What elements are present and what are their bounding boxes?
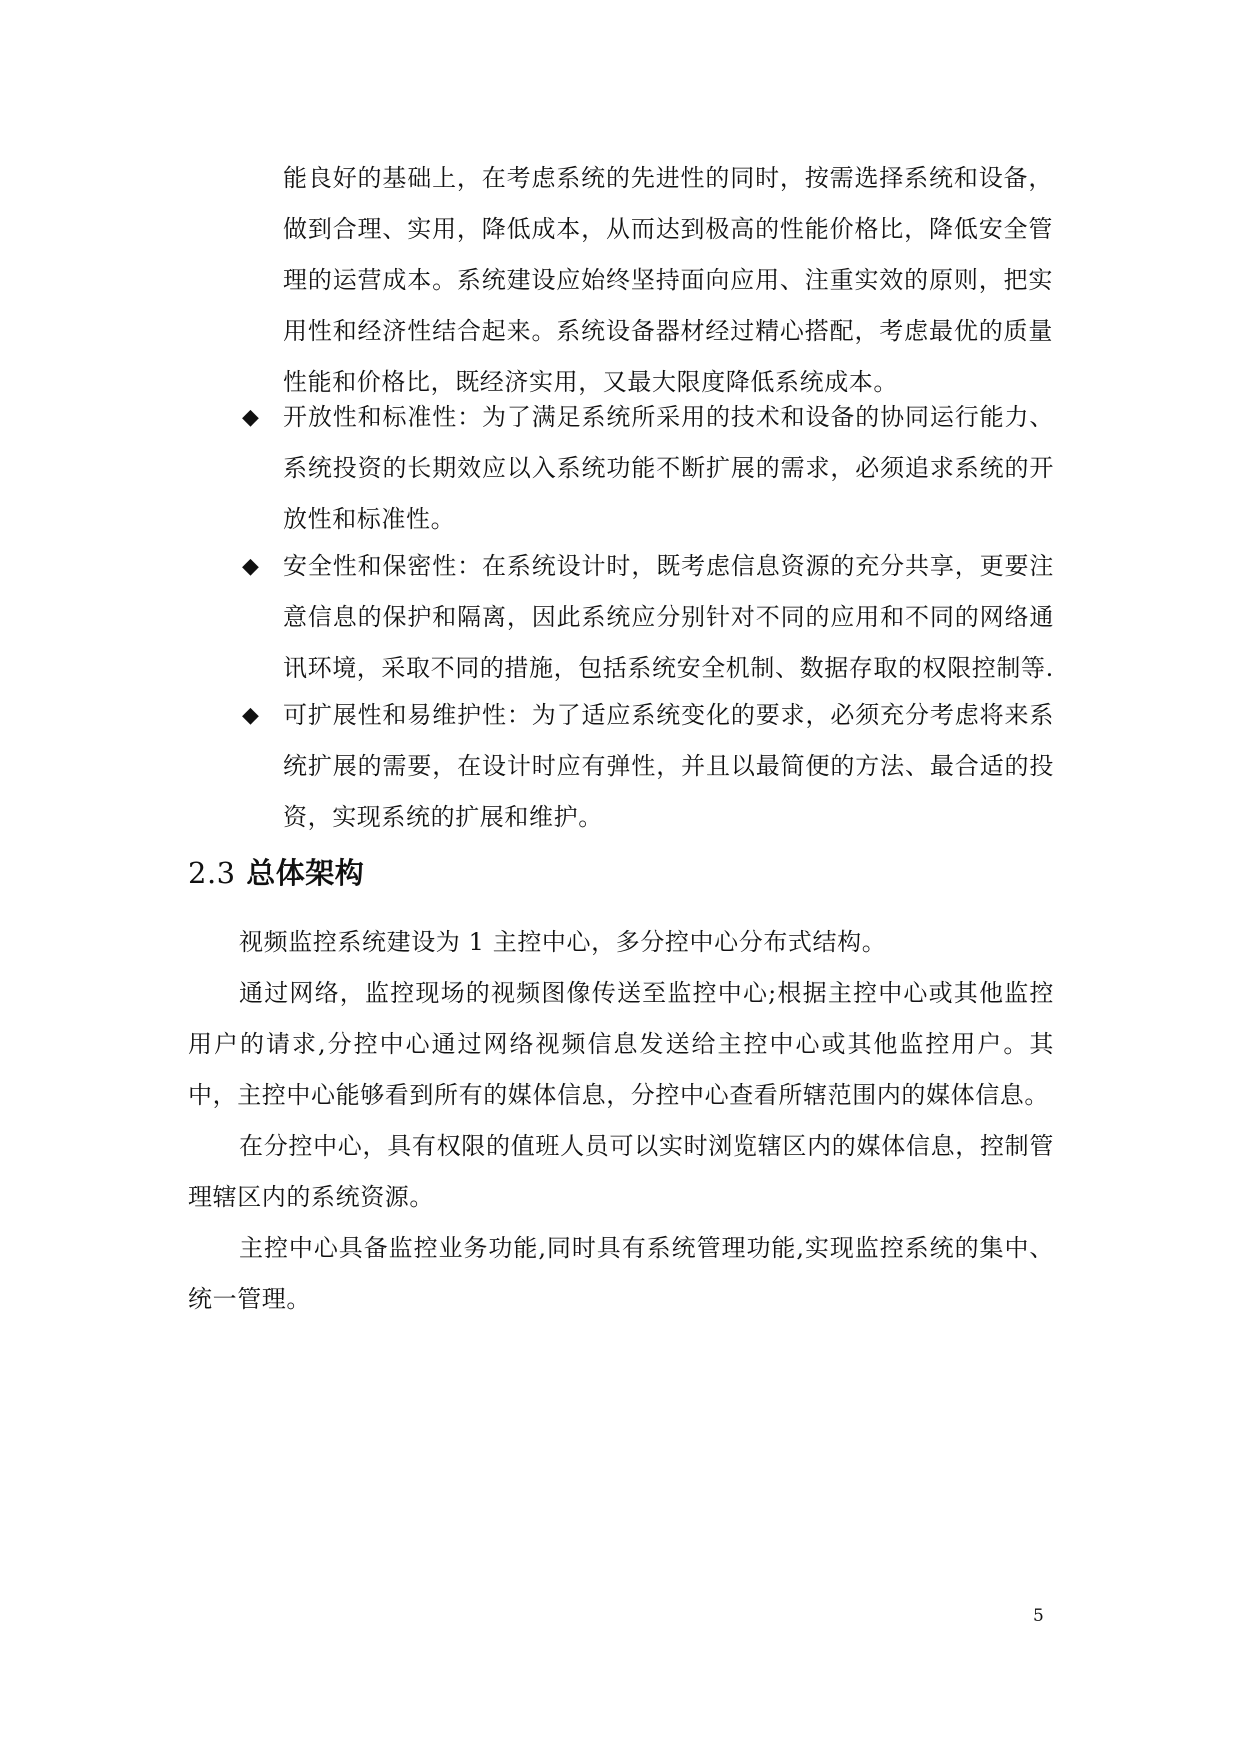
section-title: 总体架构 [246, 856, 365, 890]
section-number: 2.3 [188, 856, 236, 890]
paragraph-subcenter: 在分控中心，具有权限的值班人员可以实时浏览辖区内的媒体信息，控制管理辖区内的系统资源。 [188, 1132, 1054, 1211]
paragraph-main-center: 主控中心具备监控业务功能,同时具有系统管理功能,实现监控系统的集中、统一管理。 [188, 1234, 1054, 1313]
diamond-bullet-icon: ◆ [242, 703, 260, 728]
bullet-item-security [242, 541, 1054, 694]
bullet-text: 可扩展性和易维护性：为了适应系统变化的要求，必须充分考虑将来系统扩展的需要，在设计时应有弹性，并且以最简便的方法、最合适的投资，实现系统的扩展和维护。 [283, 701, 1054, 831]
paragraph-structure: 视频监控系统建设为 1 主控中心，多分控中心分布式结构。 [239, 928, 887, 956]
bullet-text: 开放性和标准性：为了满足系统所采用的技术和设备的协同运行能力、系统投资的长期效应以入系统功能不断扩展的需求，必须追求系统的开放性和标准性。 [283, 403, 1054, 533]
bullet-text: 安全性和保密性：在系统设计时，既考虑信息资源的充分共享，更要注意信息的保护和隔离，因此系统应分别针对不同的应用和不同的网络通讯环境，采取不同的措施，包括系统安全机制、数据存取的权限控制等. [283, 552, 1054, 682]
section-heading [188, 848, 364, 898]
continued-paragraph: 能良好的基础上，在考虑系统的先进性的同时，按需选择系统和设备，做到合理、实用，降低成本，从而达到极高的性能价格比，降低安全管理的运营成本。系统建设应始终坚持面向应用、注重实效的原则，把实用性和经济性结合起来。系统设备器材经过精心搭配，考虑最优的质量性能和价格比，既经济实用，又最大限度降低系统成本。 [283, 164, 1053, 396]
bullet-item-extensibility [242, 690, 1054, 843]
page-number: 5 [1033, 1606, 1044, 1626]
diamond-bullet-icon: ◆ [242, 554, 260, 579]
diamond-bullet-icon: ◆ [242, 405, 260, 430]
paragraph-network: 通过网络，监控现场的视频图像传送至监控中心;根据主控中心或其他监控用户的请求,分控中心通过网络视频信息发送给主控中心或其他监控用户。其中，主控中心能够看到所有的媒体信息，分控中心查看所辖范围内的媒体信息。 [188, 979, 1054, 1109]
bullet-item-openness [242, 392, 1054, 545]
